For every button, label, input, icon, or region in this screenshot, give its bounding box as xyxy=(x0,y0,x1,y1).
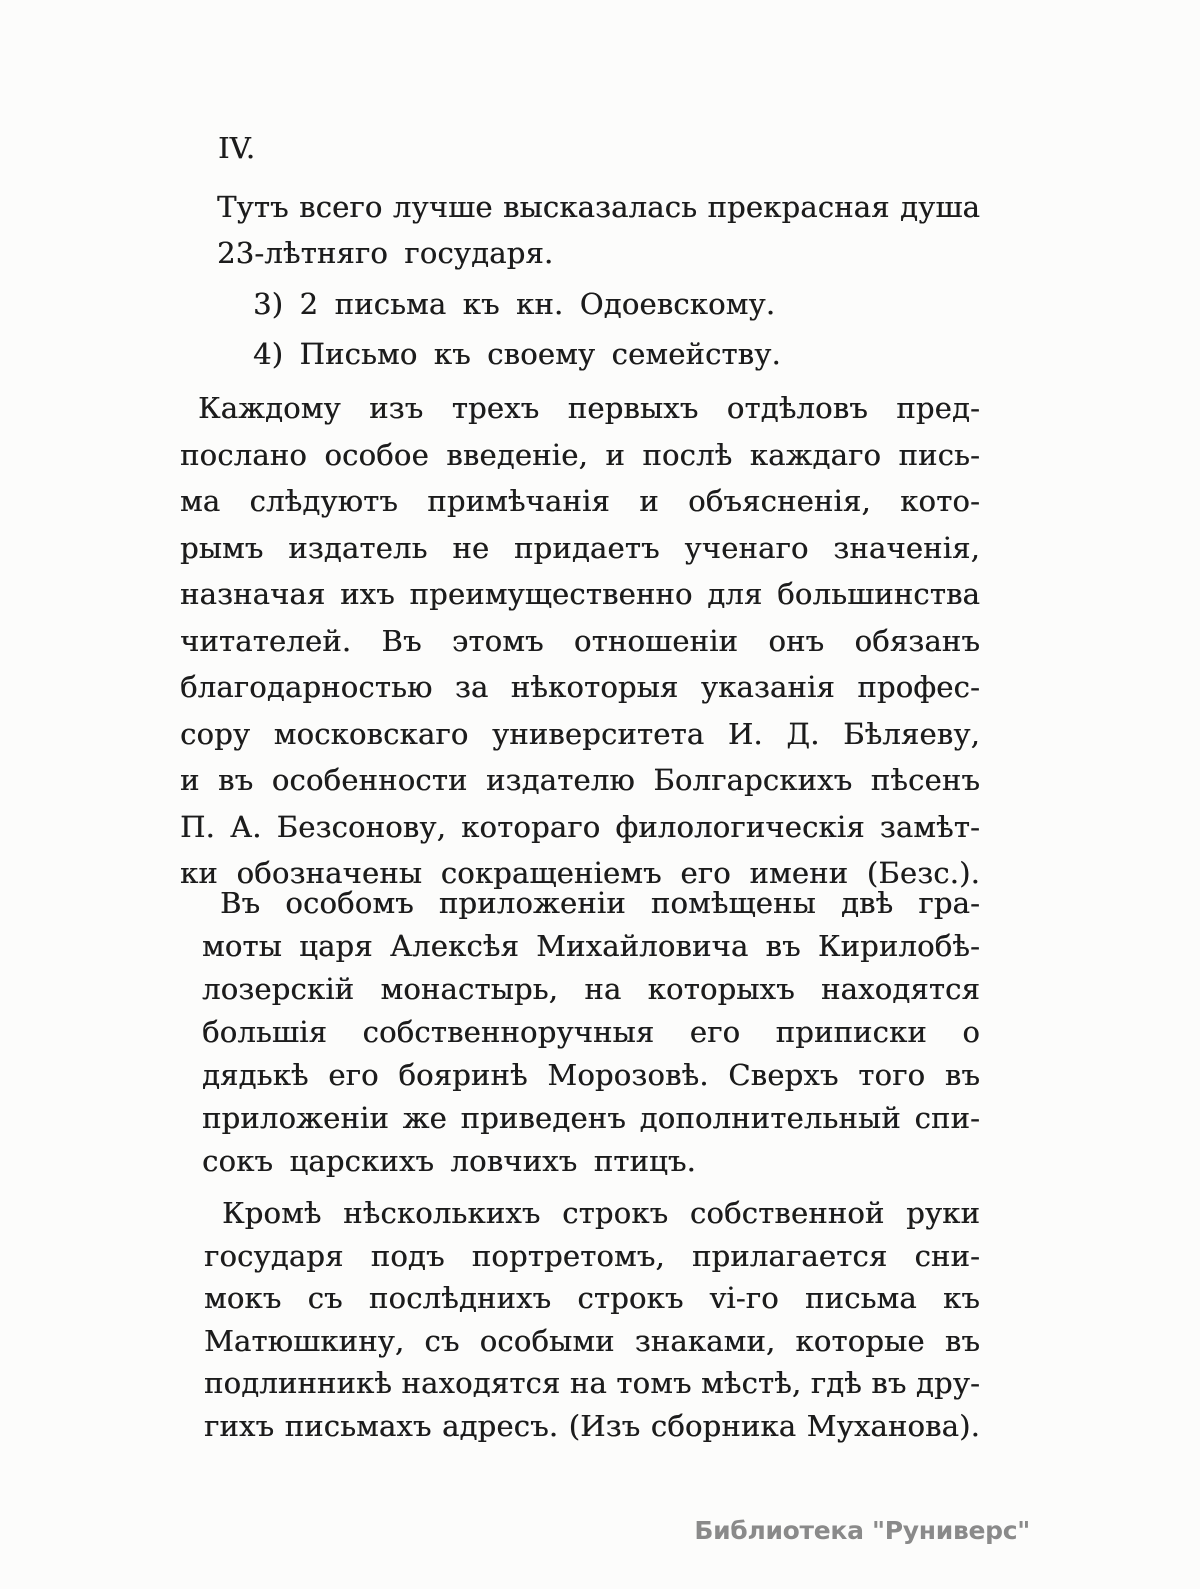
text-line: рымъ издатель не придаетъ ученаго значенія, xyxy=(180,530,980,565)
text-line: ма слѣдуютъ примѣчанія и объясненія, кото- xyxy=(180,484,980,518)
text-line: дядькѣ его бояринѣ Морозовѣ. Сверхъ того въ xyxy=(202,1058,980,1092)
text-line: 23-лѣтняго государя. xyxy=(217,236,554,270)
text-line: П. А. Безсонову, котораго филологическія замѣт- xyxy=(180,809,980,844)
paragraph-facsimile-note xyxy=(204,1192,980,1447)
paragraph-appendix xyxy=(202,882,980,1183)
text-line: ки обозначены сокращеніемъ его имени (Безс.). xyxy=(180,856,980,890)
text-line: подлинникѣ находятся на томъ мѣстѣ, гдѣ въ дру- xyxy=(204,1366,980,1400)
text-line: сокъ царскихъ ловчихъ птицъ. xyxy=(202,1144,696,1178)
text-line: благодарностью за нѣкоторыя указанія профес- xyxy=(180,670,980,704)
text-line: сору московскаго университета И. Д. Бѣляеву, xyxy=(180,716,980,751)
library-watermark: Библиотека "Руниверс" xyxy=(694,1516,1030,1545)
text-line: назначая ихъ преимущественно для большинства xyxy=(180,577,980,611)
text-line: Матюшкину, съ особыми знаками, которые въ xyxy=(204,1323,980,1358)
text-line: большія собственноручныя его приписки о xyxy=(202,1015,980,1049)
text-line: Въ особомъ приложеніи помѣщены двѣ гра- xyxy=(220,886,980,920)
text-line: моты царя Алексѣя Михайловича въ Кирилобѣ- xyxy=(202,929,980,963)
text-line: Кромѣ нѣсколькихъ строкъ собственной руки xyxy=(222,1196,980,1230)
text-line: читателей. Въ этомъ отношеніи онъ обязанъ xyxy=(180,623,980,658)
text-line: послано особое введеніе, и послѣ каждаго пись- xyxy=(180,437,980,472)
list-item-3 xyxy=(253,284,775,324)
text-line: лозерскій монастырь, на которыхъ находятся xyxy=(202,972,980,1006)
text-line: приложеніи же приведенъ дополнительный спи- xyxy=(202,1101,980,1135)
text-line: мокъ съ послѣднихъ строкъ vi-го письма къ xyxy=(204,1281,980,1315)
text-line: и въ особенности издателю Болгарскихъ пѣсенъ xyxy=(180,763,980,797)
text-line: Тутъ всего лучше высказалась прекрасная душа xyxy=(217,190,980,224)
list-item-4 xyxy=(253,334,781,374)
paragraph-editorial-notes xyxy=(180,385,980,897)
text-line: 3) 2 письма къ кн. Одоевскому. xyxy=(253,287,776,321)
text-line: 4) Письмо къ своему семейству. xyxy=(253,337,781,371)
paragraph-intro-continuation xyxy=(217,184,980,276)
text-line: Каждому изъ трехъ первыхъ отдѣловъ пред- xyxy=(198,391,980,425)
section-heading: IV. xyxy=(218,131,256,165)
text-line: гихъ письмахъ адресъ. (Изъ сборника Муханова). xyxy=(204,1408,980,1443)
text-line: государя подъ портретомъ, прилагается сни- xyxy=(204,1238,980,1273)
